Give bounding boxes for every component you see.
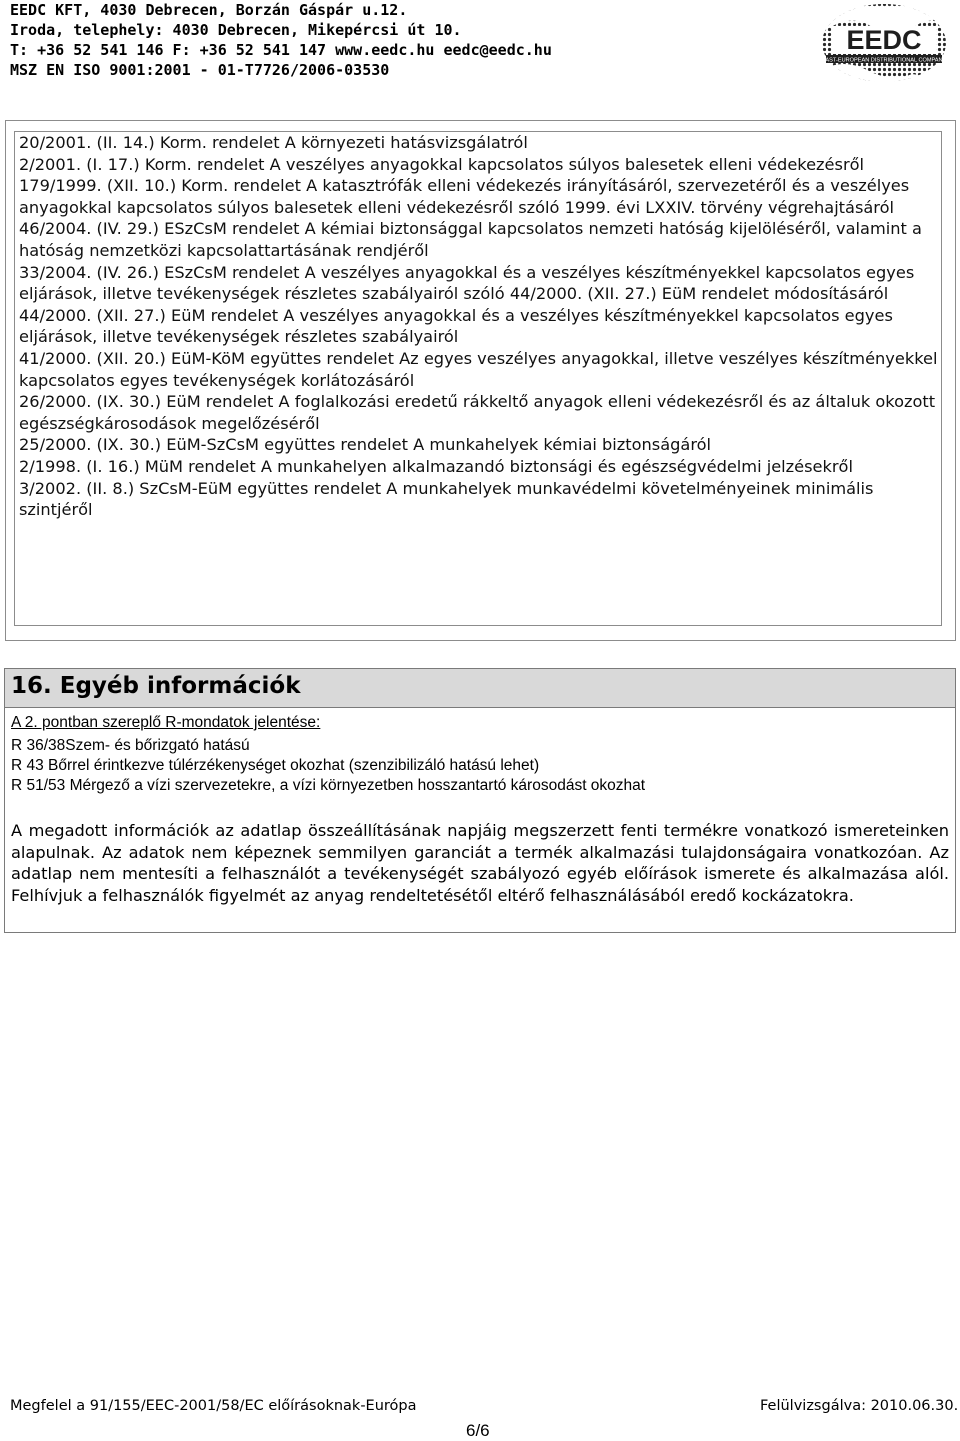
section-16-header: [4, 668, 956, 708]
regulation-item: 20/2001. (II. 14.) Korm. rendelet A környezeti hatásvizsgálatról: [19, 133, 528, 152]
iso-certification-line: MSZ EN ISO 9001:2001 - 01-T7726/2006-03530: [10, 61, 390, 79]
page-number: 6/6: [466, 1421, 490, 1440]
contact-line: T: +36 52 541 146 F: +36 52 541 147 www.eedc.hu eedc@eedc.hu: [10, 41, 552, 59]
r-phrase-item: R 36/38Szem- és bőrizgató hatású: [11, 737, 250, 754]
eedc-logo: [812, 2, 957, 84]
regulation-item: 41/2000. (XII. 20.) EüM-KöM együttes rendelet Az egyes veszélyes anyagokkal, illetve veszélyes készítményekkel kapcsolatos egyes tevékenységek korlátozásáról: [19, 348, 938, 390]
regulation-item: 26/2000. (IX. 30.) EüM rendelet A foglalkozási eredetű rákkeltő anyagok elleni védekezésről és az általuk okozott egészségkárosodások megelőzéséről: [19, 392, 936, 433]
company-name-line: EEDC KFT, 4030 Debrecen, Borzán Gáspár u.12.: [10, 1, 408, 19]
regulations-list: [15, 132, 941, 521]
regulation-item: 3/2002. (II. 8.) SzCsM-EüM együttes rendelet A munkahelyek munkavédelmi követelményeinek minimális szintjéről: [19, 478, 874, 520]
r-phrase-item: R 51/53 Mérgező a vízi szervezetekre, a vízi környezetben hosszantartó károsodást okozhat: [11, 777, 646, 794]
regulation-item: 25/2000. (IX. 30.) EüM-SzCsM együttes rendelet A munkahelyek kémiai biztonságáról: [19, 435, 712, 455]
r-phrase-item: R 43 Bőrrel érintkezve túlérzékenységet okozhat (szenzibilizáló hatású lehet): [11, 757, 540, 774]
regulation-item: 46/2004. (IV. 29.) ESzCsM rendelet A kémiai biztonsággal kapcsolatos nemzeti hatóság kijelöléséről, valamint a hatóság nemzetközi kapcsolattartásának rendjéről: [19, 219, 922, 260]
section-16-body: [4, 707, 956, 933]
regulations-list-container: [14, 131, 942, 626]
compliance-note: Megfelel a 91/155/EEC-2001/58/EC előírásoknak-Európa: [10, 1398, 417, 1414]
regulation-item: 179/1999. (XII. 10.) Korm. rendelet A katasztrófák elleni védekezés irányításáról, szervezetéről és a veszélyes anyagokkal kapcsolatos súlyos balesetek elleni védekezésről szóló 1999. évi LXXIV. törvény végrehajtásáról: [19, 176, 910, 217]
r-phrases-heading: A 2. pontban szereplő R-mondatok jelentése:: [11, 714, 321, 731]
logo-wordmark: EEDC: [846, 25, 922, 55]
regulation-item: 33/2004. (IV. 26.) ESzCsM rendelet A veszélyes anyagokkal és a veszélyes készítményekkel kapcsolatos egyes eljárások, illetve tevékenységek részletes szabályairól szóló 44/2000. (XII. 27.) EüM rendelet módosításáról: [19, 262, 915, 304]
revision-date: Felülvizsgálva: 2010.06.30.: [760, 1398, 959, 1414]
disclaimer-paragraph: A megadott információk az adatlap összeállításának napjáig megszerzett fenti termékre vonatkozó ismereteinken alapulnak. Az adatok nem képeznek semmilyen garanciát a termék alkalmazási tulajdonságaira vonatkozóan. Az adatlap nem mentesíti a felhasználót a tevékenységét szabályozó egyéb előírások ismerete és alkalmazása alól. Felhívjuk a felhasználók figyelmét az anyag rendeltetésétől eltérő felhasználásából eredő kockázatokra.: [11, 821, 949, 905]
logo-tagline: EAST-EUROPEAN DISTRIBUTIONAL COMPANY: [821, 57, 947, 64]
regulation-item: 2/2001. (I. 17.) Korm. rendelet A veszélyes anyagokkal kapcsolatos súlyos balesetek elleni védekezésről: [19, 154, 864, 174]
office-address-line: Iroda, telephely: 4030 Debrecen, Mikepércsi út 10.: [10, 21, 462, 39]
globe-logo-icon: [812, 2, 957, 84]
regulation-item: 2/1998. (I. 16.) MüM rendelet A munkahelyen alkalmazandó biztonsági és egészségvédelmi jelzésekről: [19, 456, 853, 476]
letterhead: [10, 0, 830, 80]
section-16-title: 16. Egyéb információk: [11, 673, 301, 699]
regulation-item: 44/2000. (XII. 27.) EüM rendelet A veszélyes anyagokkal és a veszélyes készítményekkel kapcsolatos egyes eljárások, illetve tevékenységek részletes szabályairól: [19, 305, 893, 347]
regulations-box: [5, 120, 956, 641]
